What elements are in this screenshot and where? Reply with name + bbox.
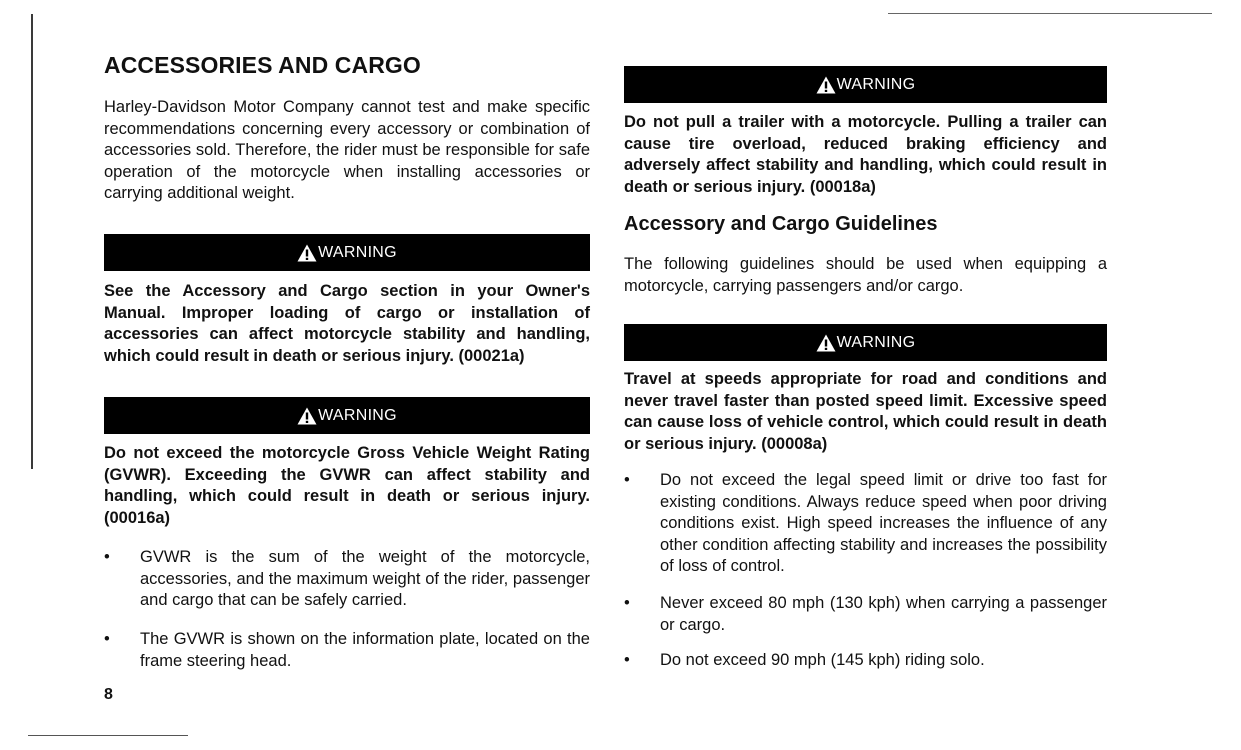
intro-paragraph: Harley-Davidson Motor Company cannot test and make specific recommendations concerning every accessory or combination of accessories sold. Therefore, the rider must be responsible for safe operation of the motorcycle when installing accessories or carrying additional weight.	[104, 98, 590, 202]
warning-text: Do not exceed the motorcycle Gross Vehicle Weight Rating (GVWR). Exceeding the GVWR can affect stability and handling, which could result in death or serious injury. (00016a)	[104, 444, 590, 527]
bullet-marker: •	[624, 594, 630, 612]
scan-bottom-rule	[28, 735, 188, 736]
warning-text: Travel at speeds appropriate for road and conditions and never travel faster than posted speed limit. Excessive speed can cause loss of vehicle control, which could result in death or serious injury. (00008a)	[624, 370, 1107, 453]
bullet-marker: •	[104, 548, 110, 566]
guidelines-intro: The following guidelines should be used when equipping a motorcycle, carrying passengers and/or cargo.	[624, 255, 1107, 295]
list-item-text: The GVWR is shown on the information plate, located on the frame steering head.	[140, 630, 590, 670]
list-item-text: Do not exceed 90 mph (145 kph) riding solo.	[660, 651, 985, 669]
list-item	[104, 547, 590, 612]
warning-banner	[624, 324, 1107, 361]
warning-text: See the Accessory and Cargo section in your Owner's Manual. Improper loading of cargo or installation of accessories can affect motorcycle stability and handling, which could result in death or serious injury. (00021a)	[104, 282, 590, 365]
warning-triangle-icon	[816, 76, 836, 94]
warning-triangle-icon	[297, 244, 317, 262]
list-item	[624, 593, 1107, 636]
warning-text: Do not pull a trailer with a motorcycle. Pulling a trailer can cause tire overload, reduced braking efficiency and adversely affect stability and handling, which could result in death or serious injury. (00018a)	[624, 113, 1107, 196]
warning-triangle-icon	[297, 407, 317, 425]
list-item	[624, 470, 1107, 578]
warning-banner	[624, 66, 1107, 103]
scan-top-rule	[888, 13, 1212, 14]
warning-label: WARNING	[836, 75, 916, 93]
list-item	[104, 629, 590, 672]
page-number: 8	[104, 686, 113, 703]
list-item-text: Do not exceed the legal speed limit or drive too fast for existing conditions. Always reduce speed when poor driving conditions exist. High speed increases the influence of any other condition affecting stability and increases the possibility of loss of control.	[660, 471, 1107, 575]
bullet-marker: •	[104, 630, 110, 648]
warning-label: WARNING	[318, 243, 397, 261]
section-subheading: Accessory and Cargo Guidelines	[624, 213, 938, 235]
warning-banner	[104, 397, 590, 434]
list-item-text: Never exceed 80 mph (130 kph) when carrying a passenger or cargo.	[660, 594, 1107, 634]
warning-label: WARNING	[836, 333, 916, 351]
bullet-marker: •	[624, 471, 630, 489]
list-item	[624, 650, 1107, 672]
warning-banner	[104, 234, 590, 271]
warning-label: WARNING	[318, 406, 397, 424]
scan-edge-line	[31, 14, 33, 469]
list-item-text: GVWR is the sum of the weight of the motorcycle, accessories, and the maximum weight of the rider, passenger and cargo that can be safely carried.	[140, 548, 590, 609]
warning-triangle-icon	[816, 334, 836, 352]
bullet-marker: •	[624, 651, 630, 669]
page-title: ACCESSORIES AND CARGO	[104, 52, 421, 78]
